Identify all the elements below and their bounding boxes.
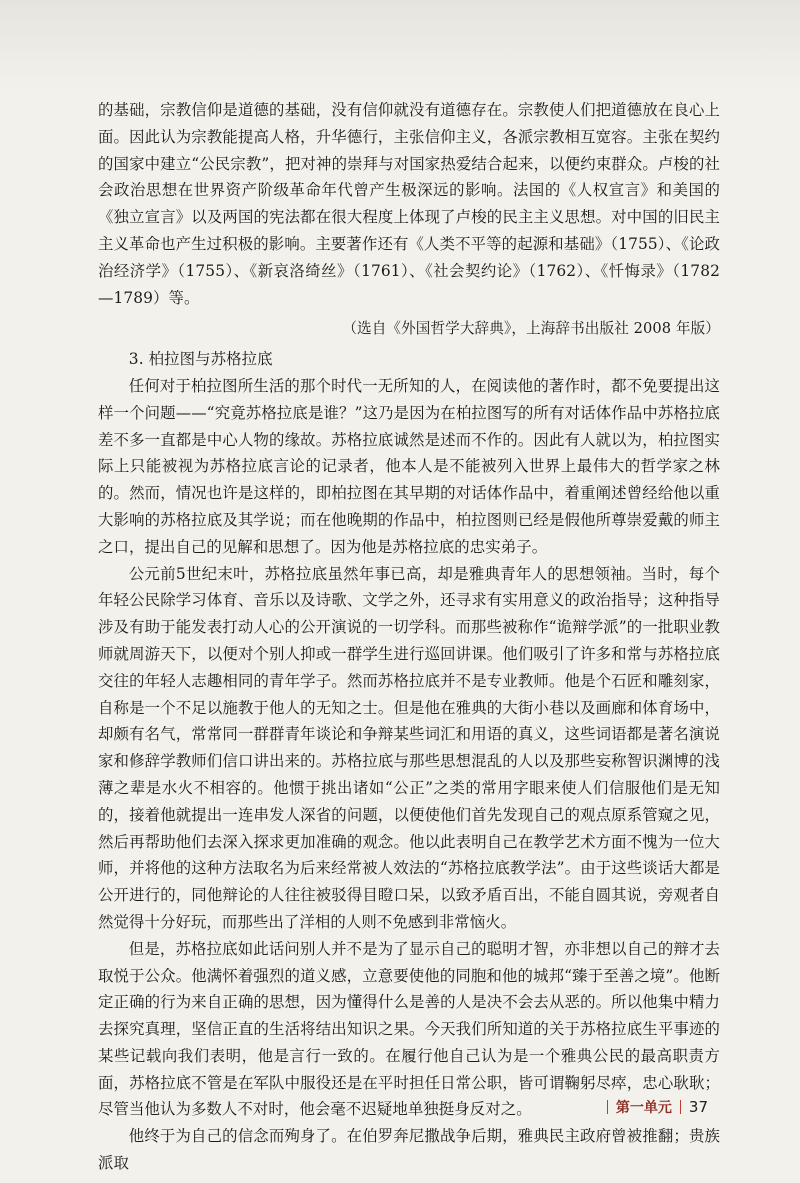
page-footer [607,1097,708,1117]
paragraph-3: 但是，苏格拉底如此话问别人并不是为了显示自己的聪明才智，亦非想以自己的辩才去取悦于公众。他满怀着强烈的道义感，立意要使他的同胞和他的城邦“臻于至善之境”。他断定正确的行为来自正确的思想，因为懂得什么是善的人是决不会去从恶的。所以他集中精力去探究真理，坚信正直的生活将结出知识之果。今天我们所知道的关于苏格拉底生平事迹的某些记载向我们表明，他是言行一致的。在履行他自己认为是一个雅典公民的最高职责方面，苏格拉底不管是在军队中服役还是在平时担任日常公职，皆可谓鞠躬尽瘁，忠心耿耿；尽管当他认为多数人不对时，他会毫不迟疑地单独挺身反对之。 [98,939,720,1119]
footer-divider-right [680,1100,681,1114]
paragraph-rousseau-continued: 的基础，宗教信仰是道德的基础，没有信仰就没有道德存在。宗教使人们把道德放在良心上面。因此认为宗教能提高人格，升华德行，主张信仰主义，各派宗教相互宽容。主张在契约的国家中建立“公民宗教”，把对神的崇拜与对国家热爱结合起来，以便约束群众。卢梭的社会政治思想在世界资产阶级革命年代曾产生极深远的影响。法国的《人权宣言》和美国的《独立宣言》以及两国的宪法都在很大程度上体现了卢梭的民主主义思想。对中国的旧民主主义革命也产生过积极的影响。主要著作还有《人类不平等的起源和基础》（1755）、《论政治经济学》（1755）、《新哀洛绮丝》（1761）、《社会契约论》（1762）、《忏悔录》（1782—1789）等。 [98,101,720,307]
page-top-shadow [0,0,800,90]
paragraph-1: 任何对于柏拉图所生活的那个时代一无所知的人，在阅读他的著作时，都不免要提出这样一个问题——“究竟苏格拉底是谁？”这乃是因为在柏拉图写的所有对话体作品中苏格拉底差不多一直都是中心人物的缘故。苏格拉底诚然是述而不作的。因此有人就以为，柏拉图实际上只能被视为苏格拉底言论的记录者，他本人是不能被列入世界上最伟大的哲学家之林的。然而，情况也许是这样的，即柏拉图在其早期的对话体作品中，着重阐述曾经给他以重大影响的苏格拉底及其学说；而在他晚期的作品中，柏拉图则已经是假他所尊崇爱戴的师主之口，提出自己的见解和思想了。因为他是苏格拉底的忠实弟子。 [98,376,720,556]
paragraph-2: 公元前5世纪末叶，苏格拉底虽然年事已高，却是雅典青年人的思想领袖。当时，每个年轻公民除学习体育、音乐以及诗歌、文学之外，还寻求有实用意义的政治指导；这种指导涉及有助于能发表打动人心的公开演说的一切学科。而那些被称作“诡辩学派”的一批职业教师就周游天下，以便对个别人抑或一群学生进行巡回讲课。他们吸引了许多和常与苏格拉底交往的年轻人志趣相同的青年学子。然而苏格拉底并不是专业教师。他是个石匠和雕刻家，自称是一个不足以施教于他人的无知之士。但是他在雅典的大街小巷以及画廊和体育场中，却颇有名气，常常同一群群青年谈论和争辩某些词汇和用语的真义，这些词语都是著名演说家和修辞学教师们信口讲出来的。苏格拉底与那些思想混乱的人以及那些妄称智识渊博的浅薄之辈是水火不相容的。他惯于挑出诸如“公正”之类的常用字眼来使人们信服他们是无知的，接着他就提出一连串发人深省的问题，以便使他们首先发现自己的观点原系管窥之见，然后再帮助他们去深入探求更加准确的观念。他以此表明自己在教学艺术方面不愧为一位大师，并将他的这种方法取名为后来经常被人效法的“苏格拉底教学法”。由于这些谈话大都是公开进行的，同他辩论的人往往被驳得目瞪口呆，以致矛盾百出，不能自圆其说，旁观者自然觉得十分好玩，而那些出了洋相的人则不免感到非常恼火。 [98,564,720,931]
source-citation: （选自《外国哲学大辞典》，上海辞书出版社 2008 年版） [342,320,720,338]
paragraph-4: 他终于为自己的信念而殉身了。在伯罗奔尼撒战争后期，雅典民主政府曾被推翻；贵族派取 [98,1127,720,1173]
footer-unit-label: 第一单元 [615,1100,672,1116]
section-heading: 3. 柏拉图与苏格拉底 [128,350,273,369]
page-body [98,97,720,1177]
page-number: 37 [688,1098,708,1116]
footer-divider-left [607,1100,608,1114]
